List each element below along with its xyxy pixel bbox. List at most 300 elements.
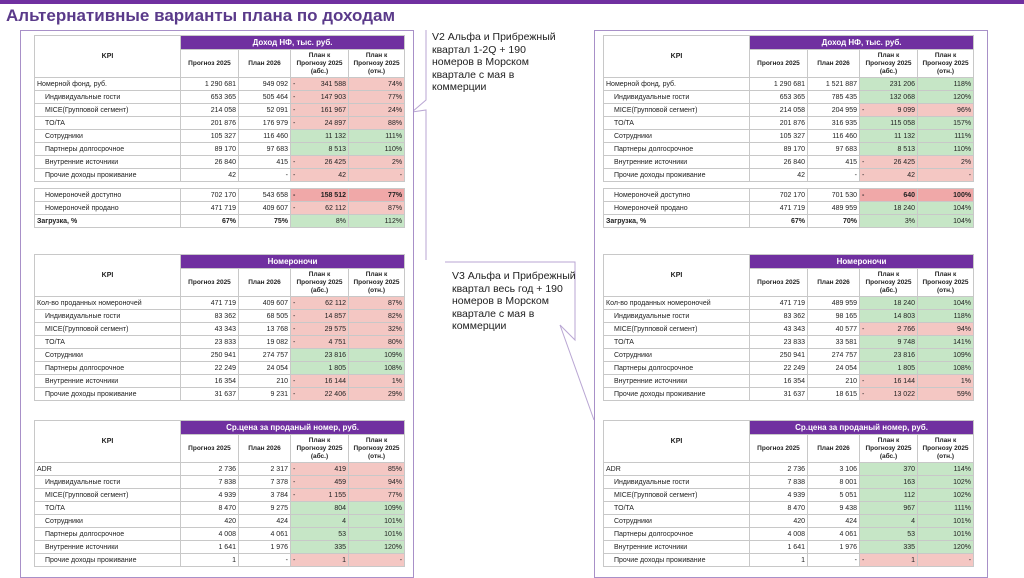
v2-adr-group-header: Ср.цена за проданый номер, руб. <box>181 421 405 435</box>
plan-value: 316 935 <box>808 117 860 130</box>
diff-sign: - <box>291 489 299 502</box>
row-label: Партнеры долгосрочное <box>604 528 750 541</box>
diff-rel-value: 104% <box>918 202 974 215</box>
diff-abs-value: 1 805 <box>299 362 349 375</box>
forecast-value: 83 362 <box>181 310 239 323</box>
forecast-value: 23 833 <box>750 336 808 349</box>
diff-sign: - <box>291 117 299 130</box>
diff-abs-value: 8 513 <box>299 143 349 156</box>
plan-value: 4 061 <box>239 528 291 541</box>
row-label: Прочие доходы проживание <box>35 388 181 401</box>
row-label: TO/TA <box>35 336 181 349</box>
forecast-value: 201 876 <box>750 117 808 130</box>
diff-rel-value: 111% <box>349 130 405 143</box>
diff-abs-value: 18 240 <box>868 297 918 310</box>
table-row <box>604 489 974 502</box>
diff-rel-value: 118% <box>918 310 974 323</box>
diff-rel-value: 100% <box>918 189 974 202</box>
row-label: Внутренние источники <box>604 541 750 554</box>
table-row <box>35 349 405 362</box>
diff-abs-value: 23 816 <box>868 349 918 362</box>
diff-abs-value: 640 <box>868 189 918 202</box>
diff-abs-value: 132 068 <box>868 91 918 104</box>
row-label: Номероночей продано <box>35 202 181 215</box>
table-row <box>604 463 974 476</box>
table-row <box>35 117 405 130</box>
forecast-value: 43 343 <box>181 323 239 336</box>
forecast-value: 4 939 <box>181 489 239 502</box>
forecast-value: 89 170 <box>750 143 808 156</box>
v3-income-table <box>603 35 974 228</box>
diff-rel-value: 2% <box>918 156 974 169</box>
rel-header: План к Прогнозу 2025 (отн.) <box>349 269 405 297</box>
diff-abs-value: 62 112 <box>299 202 349 215</box>
v3-rooms-group-header: Номероночи <box>750 255 974 269</box>
table-row <box>604 388 974 401</box>
diff-rel-value: 108% <box>918 362 974 375</box>
diff-rel-value: 87% <box>349 202 405 215</box>
row-label: Индивидуальные гости <box>35 476 181 489</box>
diff-abs-value: 62 112 <box>299 297 349 310</box>
plan-value: 75% <box>239 215 291 228</box>
diff-rel-value: 101% <box>349 515 405 528</box>
plan-header: План 2026 <box>808 435 860 463</box>
v2-rooms-group-header: Номероночи <box>181 255 405 269</box>
diff-sign: - <box>291 104 299 117</box>
diff-abs-value: 2 766 <box>868 323 918 336</box>
plan-value: 409 607 <box>239 202 291 215</box>
v2-callout-line: квартал 1-2Q + 190 <box>432 43 526 56</box>
plan-value: 505 464 <box>239 91 291 104</box>
diff-sign: - <box>291 554 299 567</box>
v2-callout-line: квартале с мая в <box>432 68 515 81</box>
plan-value: 9 275 <box>239 502 291 515</box>
table-row <box>35 215 405 228</box>
v2-rooms-table <box>34 254 405 401</box>
forecast-value: 22 249 <box>181 362 239 375</box>
plan-value: 3 784 <box>239 489 291 502</box>
plan-value: 97 683 <box>808 143 860 156</box>
plan-value: 424 <box>808 515 860 528</box>
table-row <box>604 541 974 554</box>
plan-value: 415 <box>239 156 291 169</box>
v3-callout-line: квартал весь год + 190 <box>452 282 563 295</box>
v2-adr-table <box>34 420 405 567</box>
diff-rel-value: 77% <box>349 189 405 202</box>
diff-rel-value: 104% <box>918 215 974 228</box>
diff-abs-value: 419 <box>299 463 349 476</box>
diff-abs-value: 8% <box>299 215 349 228</box>
forecast-value: 42 <box>750 169 808 182</box>
diff-abs-value: 112 <box>868 489 918 502</box>
row-label: Партнеры долгосрочное <box>604 362 750 375</box>
abs-header: План к Прогнозу 2025 (абс.) <box>860 50 918 78</box>
row-label: Прочие доходы проживание <box>35 554 181 567</box>
forecast-value: 105 327 <box>181 130 239 143</box>
forecast-value: 1 641 <box>750 541 808 554</box>
plan-value: 210 <box>239 375 291 388</box>
diff-sign: - <box>291 375 299 388</box>
plan-value: 424 <box>239 515 291 528</box>
table-row <box>35 189 405 202</box>
row-label: Сотрудники <box>604 130 750 143</box>
forecast-value: 89 170 <box>181 143 239 156</box>
diff-rel-value: 80% <box>349 336 405 349</box>
row-label: Прочие доходы проживание <box>35 169 181 182</box>
diff-sign: - <box>860 169 868 182</box>
forecast-value: 43 343 <box>750 323 808 336</box>
diff-rel-value: - <box>918 554 974 567</box>
plan-header: План 2026 <box>808 269 860 297</box>
forecast-header: Прогноз 2025 <box>181 50 239 78</box>
table-row <box>604 130 974 143</box>
table-row <box>35 169 405 182</box>
v2-callout-line: коммерции <box>432 81 487 93</box>
v3-callout-line: номеров в Морском <box>452 295 549 307</box>
table-row <box>35 515 405 528</box>
forecast-header: Прогноз 2025 <box>181 269 239 297</box>
plan-header: План 2026 <box>239 269 291 297</box>
diff-abs-value: 42 <box>868 169 918 182</box>
forecast-value: 26 840 <box>181 156 239 169</box>
table-row <box>35 91 405 104</box>
forecast-value: 471 719 <box>750 297 808 310</box>
diff-rel-value: - <box>349 169 405 182</box>
row-label: Партнеры долгосрочное <box>35 528 181 541</box>
diff-rel-value: 77% <box>349 489 405 502</box>
forecast-value: 250 941 <box>750 349 808 362</box>
row-label: Индивидуальные гости <box>604 310 750 323</box>
v3-callout-line: коммерции <box>452 320 507 332</box>
diff-rel-value: - <box>918 169 974 182</box>
diff-abs-value: 26 425 <box>299 156 349 169</box>
diff-rel-value: 104% <box>918 297 974 310</box>
diff-rel-value: 120% <box>918 91 974 104</box>
diff-abs-value: 147 903 <box>299 91 349 104</box>
row-label: Загрузка, % <box>35 215 181 228</box>
table-row <box>604 554 974 567</box>
forecast-value: 420 <box>181 515 239 528</box>
table-row <box>604 169 974 182</box>
v3-adr-group-header: Ср.цена за проданый номер, руб. <box>750 421 974 435</box>
v2-callout-border <box>412 30 426 260</box>
diff-abs-value: 53 <box>299 528 349 541</box>
diff-abs-value: 11 132 <box>299 130 349 143</box>
plan-header: План 2026 <box>239 50 291 78</box>
diff-rel-value: 102% <box>918 476 974 489</box>
diff-abs-value: 18 240 <box>868 202 918 215</box>
row-label: ADR <box>35 463 181 476</box>
row-label: MICE(Групповой сегмент) <box>35 323 181 336</box>
diff-sign <box>860 215 868 228</box>
plan-value: - <box>239 554 291 567</box>
table-row <box>604 215 974 228</box>
diff-abs-value: 24 897 <box>299 117 349 130</box>
diff-sign: - <box>291 310 299 323</box>
diff-rel-value: 87% <box>349 297 405 310</box>
diff-rel-value: 101% <box>349 528 405 541</box>
forecast-value: 702 170 <box>750 189 808 202</box>
diff-sign <box>291 130 299 143</box>
diff-abs-value: 14 857 <box>299 310 349 323</box>
diff-sign: - <box>291 156 299 169</box>
diff-rel-value: 29% <box>349 388 405 401</box>
row-label: Внутренние источники <box>604 156 750 169</box>
forecast-value: 22 249 <box>750 362 808 375</box>
row-label: Прочие доходы проживание <box>604 388 750 401</box>
diff-sign: - <box>860 323 868 336</box>
diff-rel-value: 32% <box>349 323 405 336</box>
table-row <box>604 528 974 541</box>
v3-rooms-table <box>603 254 974 401</box>
forecast-value: 471 719 <box>181 202 239 215</box>
plan-value: 4 061 <box>808 528 860 541</box>
plan-value: 489 959 <box>808 202 860 215</box>
row-label: Сотрудники <box>35 349 181 362</box>
diff-rel-value: 101% <box>918 528 974 541</box>
forecast-value: 471 719 <box>750 202 808 215</box>
plan-value: 52 091 <box>239 104 291 117</box>
rel-header: План к Прогнозу 2025 (отн.) <box>349 435 405 463</box>
diff-rel-value: 157% <box>918 117 974 130</box>
table-row <box>604 502 974 515</box>
diff-abs-value: 11 132 <box>868 130 918 143</box>
diff-sign <box>860 502 868 515</box>
row-label: Номероночей продано <box>604 202 750 215</box>
table-row <box>604 476 974 489</box>
plan-value: 8 001 <box>808 476 860 489</box>
rel-header: План к Прогнозу 2025 (отн.) <box>918 50 974 78</box>
diff-abs-value: 1 155 <box>299 489 349 502</box>
diff-rel-value: 111% <box>918 502 974 515</box>
table-row <box>604 104 974 117</box>
diff-sign <box>860 143 868 156</box>
diff-abs-value: 335 <box>299 541 349 554</box>
forecast-value: 1 <box>750 554 808 567</box>
forecast-value: 67% <box>750 215 808 228</box>
diff-sign: - <box>291 388 299 401</box>
plan-value: 785 435 <box>808 91 860 104</box>
diff-sign <box>860 489 868 502</box>
diff-rel-value: 88% <box>349 117 405 130</box>
table-row <box>35 143 405 156</box>
diff-rel-value: 74% <box>349 78 405 91</box>
forecast-value: 4 008 <box>750 528 808 541</box>
plan-value: 24 054 <box>239 362 291 375</box>
table-row <box>35 297 405 310</box>
plan-value: 116 460 <box>808 130 860 143</box>
table-row <box>35 362 405 375</box>
diff-rel-value: 120% <box>349 541 405 554</box>
diff-sign <box>291 215 299 228</box>
diff-sign: - <box>860 156 868 169</box>
plan-value: 210 <box>808 375 860 388</box>
diff-sign: - <box>860 375 868 388</box>
diff-sign: - <box>291 202 299 215</box>
table-row <box>604 297 974 310</box>
diff-sign: - <box>291 336 299 349</box>
diff-abs-value: 1 <box>868 554 918 567</box>
row-label: Номерной фонд, руб. <box>604 78 750 91</box>
row-label: TO/TA <box>35 117 181 130</box>
table-row <box>35 202 405 215</box>
diff-sign: - <box>860 189 868 202</box>
rel-header: План к Прогнозу 2025 (отн.) <box>918 435 974 463</box>
plan-header: План 2026 <box>808 50 860 78</box>
plan-value: 97 683 <box>239 143 291 156</box>
diff-rel-value: 101% <box>918 515 974 528</box>
plan-value: 68 505 <box>239 310 291 323</box>
row-label: Сотрудники <box>35 130 181 143</box>
diff-rel-value: 1% <box>349 375 405 388</box>
table-row <box>604 323 974 336</box>
table-row <box>604 336 974 349</box>
kpi-header: KPI <box>35 36 181 78</box>
diff-abs-value: 967 <box>868 502 918 515</box>
v3-adr-table <box>603 420 974 567</box>
plan-value: 176 979 <box>239 117 291 130</box>
diff-rel-value: 109% <box>349 502 405 515</box>
diff-sign <box>860 336 868 349</box>
plan-value: 24 054 <box>808 362 860 375</box>
table-row <box>35 156 405 169</box>
row-label: Прочие доходы проживание <box>604 169 750 182</box>
diff-sign <box>291 502 299 515</box>
diff-rel-value: 120% <box>918 541 974 554</box>
diff-abs-value: 9 099 <box>868 104 918 117</box>
diff-abs-value: 231 206 <box>868 78 918 91</box>
plan-value: - <box>808 169 860 182</box>
plan-value: 1 521 887 <box>808 78 860 91</box>
rel-header: План к Прогнозу 2025 (отн.) <box>349 50 405 78</box>
diff-sign: - <box>291 323 299 336</box>
plan-value: 543 658 <box>239 189 291 202</box>
plan-value: 489 959 <box>808 297 860 310</box>
table-row <box>35 375 405 388</box>
table-row <box>604 78 974 91</box>
row-label: Внутренние источники <box>35 541 181 554</box>
diff-sign <box>860 541 868 554</box>
diff-rel-value: 141% <box>918 336 974 349</box>
table-row <box>604 91 974 104</box>
diff-sign: - <box>291 78 299 91</box>
diff-rel-value: 102% <box>918 489 974 502</box>
diff-sign: - <box>291 476 299 489</box>
diff-sign <box>860 130 868 143</box>
diff-rel-value: 118% <box>918 78 974 91</box>
table-row <box>604 515 974 528</box>
v2-callout <box>432 31 556 94</box>
plan-value: 3 106 <box>808 463 860 476</box>
forecast-value: 83 362 <box>750 310 808 323</box>
forecast-value: 67% <box>181 215 239 228</box>
table-row <box>35 476 405 489</box>
plan-value: 9 438 <box>808 502 860 515</box>
forecast-value: 420 <box>750 515 808 528</box>
table-row <box>35 388 405 401</box>
diff-abs-value: 26 425 <box>868 156 918 169</box>
row-label: Номерной фонд, руб. <box>35 78 181 91</box>
kpi-header: KPI <box>604 255 750 297</box>
forecast-value: 1 <box>181 554 239 567</box>
forecast-value: 702 170 <box>181 189 239 202</box>
diff-sign <box>291 541 299 554</box>
diff-abs-value: 13 022 <box>868 388 918 401</box>
forecast-value: 653 365 <box>750 91 808 104</box>
forecast-value: 16 354 <box>181 375 239 388</box>
row-label: TO/TA <box>35 502 181 515</box>
diff-abs-value: 341 588 <box>299 78 349 91</box>
table-row <box>35 554 405 567</box>
v2-callout-line: V2 Альфа и Прибрежный <box>432 31 556 43</box>
plan-value: 19 082 <box>239 336 291 349</box>
forecast-value: 31 637 <box>750 388 808 401</box>
diff-abs-value: 22 406 <box>299 388 349 401</box>
rel-header: План к Прогнозу 2025 (отн.) <box>918 269 974 297</box>
diff-rel-value: 94% <box>918 323 974 336</box>
plan-value: 5 051 <box>808 489 860 502</box>
diff-sign <box>860 515 868 528</box>
row-label: Номероночей доступно <box>35 189 181 202</box>
diff-abs-value: 370 <box>868 463 918 476</box>
table-row <box>35 336 405 349</box>
abs-header: План к Прогнозу 2025 (абс.) <box>860 435 918 463</box>
abs-header: План к Прогнозу 2025 (абс.) <box>291 50 349 78</box>
plan-value: 33 581 <box>808 336 860 349</box>
diff-sign: - <box>860 554 868 567</box>
page-title: Альтернативные варианты плана по доходам <box>6 6 396 25</box>
diff-rel-value: 2% <box>349 156 405 169</box>
plan-value: 415 <box>808 156 860 169</box>
diff-sign <box>860 362 868 375</box>
diff-rel-value: 110% <box>918 143 974 156</box>
v2-income-group-header: Доход НФ, тыс. руб. <box>181 36 405 50</box>
plan-header: План 2026 <box>239 435 291 463</box>
forecast-value: 4 008 <box>181 528 239 541</box>
forecast-value: 42 <box>181 169 239 182</box>
forecast-value: 1 290 681 <box>181 78 239 91</box>
table-row <box>35 323 405 336</box>
diff-abs-value: 1 805 <box>868 362 918 375</box>
row-label: Прочие доходы проживание <box>604 554 750 567</box>
table-row <box>604 349 974 362</box>
plan-value: 116 460 <box>239 130 291 143</box>
plan-value: 7 378 <box>239 476 291 489</box>
plan-value: 274 757 <box>239 349 291 362</box>
forecast-value: 7 838 <box>750 476 808 489</box>
kpi-header: KPI <box>35 255 181 297</box>
diff-rel-value: 111% <box>918 130 974 143</box>
diff-sign <box>291 349 299 362</box>
table-row <box>604 156 974 169</box>
row-label: Внутренние источники <box>604 375 750 388</box>
row-label: Кол-во проданных номероночей <box>35 297 181 310</box>
diff-abs-value: 459 <box>299 476 349 489</box>
forecast-header: Прогноз 2025 <box>750 269 808 297</box>
table-row <box>35 528 405 541</box>
forecast-value: 653 365 <box>181 91 239 104</box>
diff-sign <box>860 476 868 489</box>
forecast-value: 4 939 <box>750 489 808 502</box>
kpi-header: KPI <box>604 36 750 78</box>
row-label: MICE(Групповой сегмент) <box>604 323 750 336</box>
forecast-value: 7 838 <box>181 476 239 489</box>
forecast-value: 16 354 <box>750 375 808 388</box>
forecast-value: 2 736 <box>181 463 239 476</box>
diff-abs-value: 115 058 <box>868 117 918 130</box>
table-row <box>604 202 974 215</box>
forecast-value: 250 941 <box>181 349 239 362</box>
